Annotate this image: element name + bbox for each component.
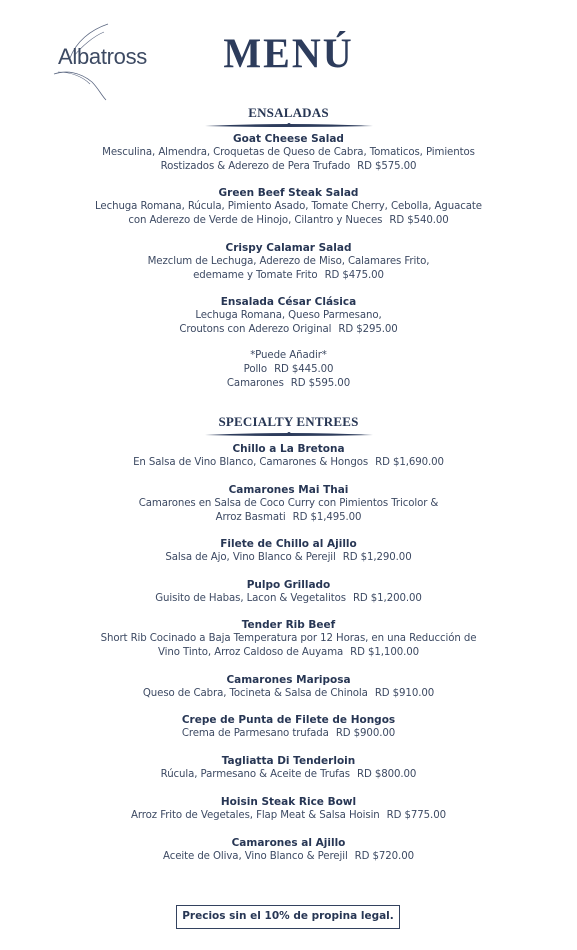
item-name: Tender Rib Beef — [241, 619, 336, 631]
item-price: RD $720.00 — [354, 851, 414, 862]
item-name: Camarones Mariposa — [226, 674, 351, 686]
menu-item — [0, 186, 577, 228]
item-desc: Guisito de Habas, Lacon & Vegetalitos — [155, 593, 346, 604]
flourish-divider — [203, 429, 375, 441]
item-name: Camarones al Ajillo — [231, 837, 346, 849]
item-desc: En Salsa de Vino Blanco, Camarones & Hongos — [133, 457, 369, 468]
section-heading-specialty-entrees: SPECIALTY ENTREES — [218, 414, 359, 429]
item-price: RD $295.00 — [338, 324, 398, 335]
menu-item — [0, 673, 577, 701]
item-price: RD $800.00 — [357, 769, 417, 780]
item-name: Goat Cheese Salad — [233, 133, 344, 145]
item-name: Crepe de Punta de Filete de Hongos — [181, 714, 396, 726]
menu-item — [0, 836, 577, 864]
logo-text: Albatross — [58, 44, 148, 69]
item-price: RD $1,495.00 — [292, 512, 362, 523]
item-name: Chillo a La Bretona — [232, 443, 345, 455]
item-desc: edemame y Tomate Frito — [193, 270, 318, 281]
item-name: Camarones Mai Thai — [228, 484, 349, 496]
item-desc: Salsa de Ajo, Vino Blanco & Perejil — [165, 552, 336, 563]
item-desc: Rúcula, Parmesano & Aceite de Trufas — [160, 769, 351, 780]
item-price: RD $1,290.00 — [342, 552, 412, 563]
item-name: Pulpo Grillado — [246, 579, 331, 591]
item-price: RD $540.00 — [389, 215, 449, 226]
item-desc: Lechuga Romana, Queso Parmesano, — [195, 310, 382, 321]
menu-item — [0, 713, 577, 741]
addon-name: Camarones — [226, 378, 284, 389]
item-price: RD $475.00 — [324, 270, 384, 281]
item-desc: Arroz Frito de Vegetales, Flap Meat & Salsa Hoisin — [131, 810, 380, 821]
item-price: RD $575.00 — [357, 161, 417, 172]
item-price: RD $900.00 — [335, 728, 396, 739]
item-desc: Lechuga Romana, Rúcula, Pimiento Asado, Tomate Cherry, Cebolla, Aguacate — [95, 201, 482, 212]
menu-item — [0, 241, 577, 283]
item-desc: con Aderezo de Verde de Hinojo, Cilantro y Nueces — [128, 215, 383, 226]
item-desc: Croutons con Aderezo Original — [179, 324, 332, 335]
addons-label: *Puede Añadir* — [250, 350, 327, 361]
item-name: Crispy Calamar Salad — [225, 242, 352, 254]
menu-item — [0, 132, 577, 174]
item-desc: Rostizados & Aderezo de Pera Trufado — [160, 161, 351, 172]
menu-item — [0, 537, 577, 565]
item-name: Ensalada César Clásica — [220, 296, 357, 308]
item-price: RD $910.00 — [374, 688, 435, 699]
item-desc: Mezclum de Lechuga, Aderezo de Miso, Calamares Frito, — [147, 256, 430, 267]
menu-item — [0, 295, 577, 337]
page-title: MENÚ — [223, 29, 354, 78]
menu-item — [0, 754, 577, 782]
addon-price: RD $445.00 — [274, 364, 334, 375]
addon-name: Pollo — [243, 364, 268, 375]
menu-item — [0, 795, 577, 823]
item-price: RD $1,100.00 — [350, 647, 419, 658]
menu-item — [0, 483, 577, 525]
item-price: RD $1,690.00 — [375, 457, 444, 468]
item-desc: Mesculina, Almendra, Croquetas de Queso de Cabra, Tomaticos, Pimientos — [102, 147, 475, 158]
item-desc: Short Rib Cocinado a Baja Temperatura por 12 Horas, en una Reducción de — [100, 633, 477, 644]
item-desc: Aceite de Oliva, Vino Blanco & Perejil — [163, 851, 348, 862]
menu-item — [0, 618, 577, 660]
flourish-divider — [203, 120, 375, 132]
section-heading-ensaladas: ENSALADAS — [248, 105, 329, 120]
item-desc: Vino Tinto, Arroz Caldoso de Auyama — [158, 647, 344, 658]
item-name: Tagliatta Di Tenderloin — [221, 755, 356, 767]
tip-notice: Precios sin el 10% de propina legal. — [176, 905, 400, 929]
item-price: RD $1,200.00 — [352, 593, 422, 604]
item-name: Hoisin Steak Rice Bowl — [220, 796, 357, 808]
item-price: RD $775.00 — [386, 810, 446, 821]
menu-item — [0, 442, 577, 470]
item-desc: Camarones en Salsa de Coco Curry con Pimientos Tricolor & — [138, 498, 439, 509]
menu-item — [0, 578, 577, 606]
addon-price: RD $595.00 — [290, 378, 351, 389]
addons-block — [0, 349, 577, 391]
item-desc: Queso de Cabra, Tocineta & Salsa de Chinola — [142, 688, 368, 699]
item-name: Filete de Chillo al Ajillo — [220, 538, 357, 550]
item-name: Green Beef Steak Salad — [218, 187, 359, 199]
item-desc: Arroz Basmati — [215, 512, 286, 523]
item-desc: Crema de Parmesano trufada — [181, 728, 329, 739]
